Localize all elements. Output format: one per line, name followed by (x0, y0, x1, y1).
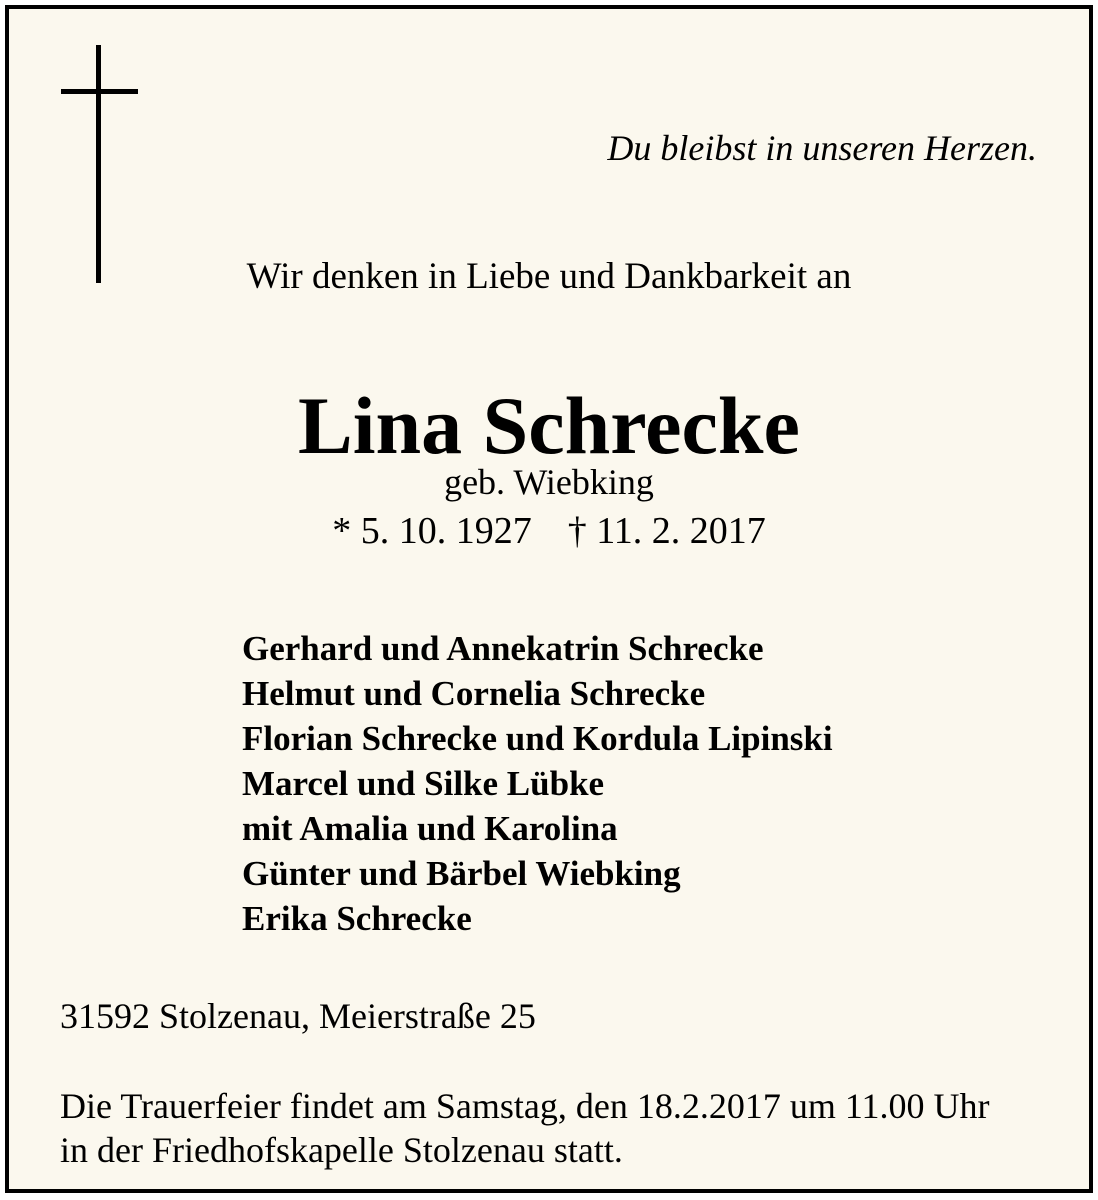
cross-vertical-bar (96, 45, 101, 283)
mourner-line: Helmut und Cornelia Schrecke (242, 674, 706, 713)
ceremony-info (60, 1084, 990, 1172)
life-dates (9, 509, 1089, 553)
death-date: † 11. 2. 2017 (567, 510, 766, 552)
birth-date: * 5. 10. 1927 (332, 510, 532, 552)
mourners-list (242, 626, 833, 941)
deceased-name: Lina Schrecke (298, 380, 800, 471)
address: 31592 Stolzenau, Meierstraße 25 (60, 996, 536, 1036)
mourner-line: Marcel und Silke Lübke (242, 764, 605, 803)
motto: Du bleibst in unseren Herzen. (607, 128, 1037, 168)
ceremony-line: Die Trauerfeier findet am Samstag, den 18.2.2017 um 11.00 Uhr (60, 1086, 990, 1126)
mourner-line: Gerhard und Annekatrin Schrecke (242, 629, 764, 668)
obituary-notice (5, 5, 1093, 1193)
cross-horizontal-bar (61, 89, 138, 94)
mourner-line: Günter und Bärbel Wiebking (242, 854, 681, 893)
maiden-name: geb. Wiebking (444, 462, 654, 502)
mourner-line: Florian Schrecke und Kordula Lipinski (242, 719, 833, 758)
mourner-line: Erika Schrecke (242, 899, 472, 938)
intro-line: Wir denken in Liebe und Dankbarkeit an (246, 256, 852, 297)
ceremony-line: in der Friedhofskapelle Stolzenau statt. (60, 1130, 623, 1170)
mourner-line: mit Amalia und Karolina (242, 809, 618, 848)
